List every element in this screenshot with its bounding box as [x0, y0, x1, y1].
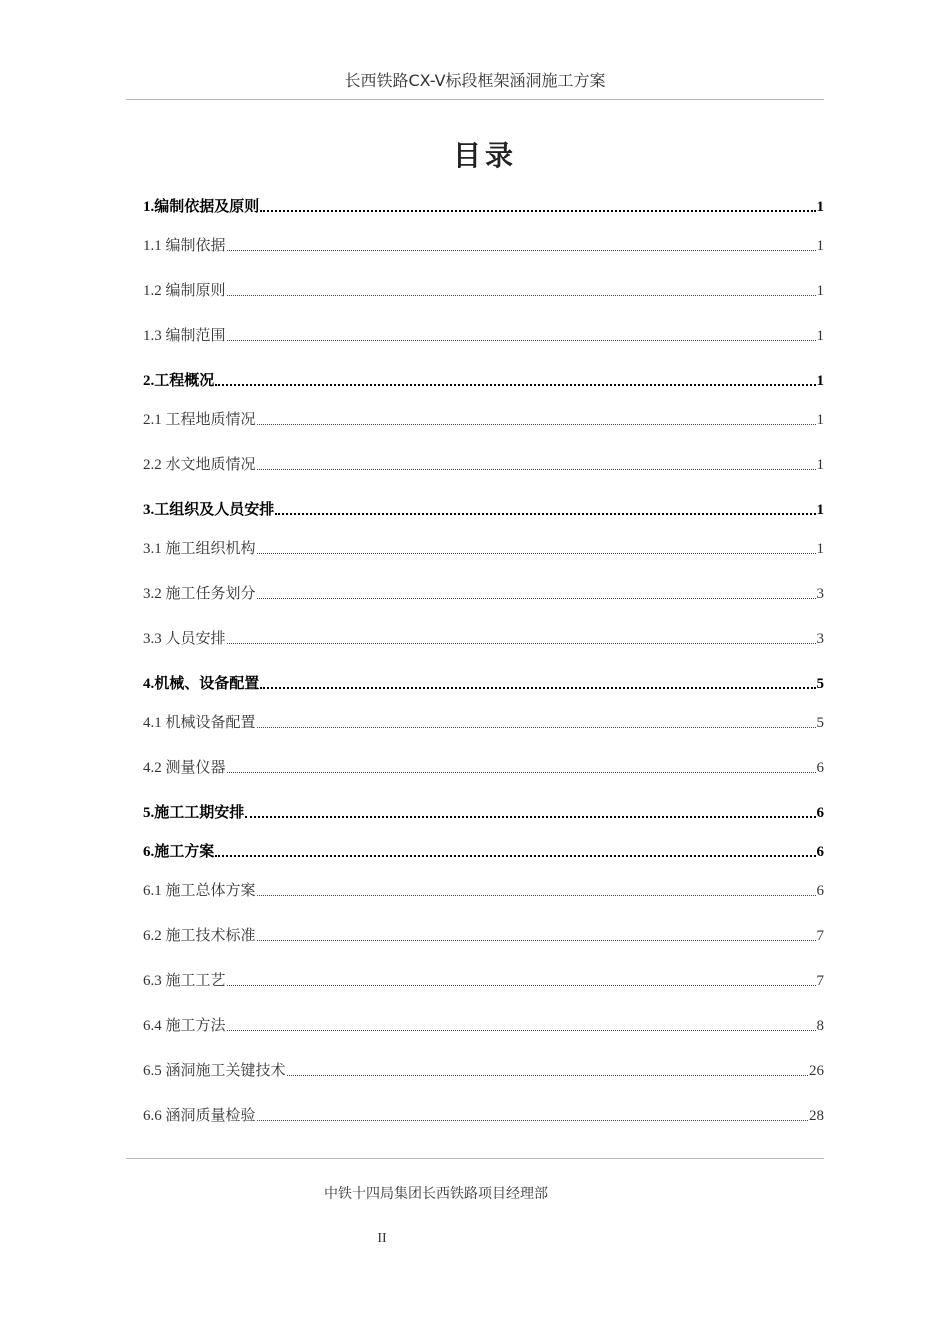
toc-entry-text: 工程地质情况 [165, 410, 256, 428]
toc-entry-number: 4.1 [143, 715, 166, 731]
toc-entry-number: 6. [143, 844, 155, 860]
toc-entry-text: 涵洞施工关键技术 [165, 1061, 286, 1079]
toc-entry-label [143, 235, 226, 256]
toc-leader-dots [227, 642, 816, 644]
toc-entry-label [143, 628, 226, 649]
toc-entry-text: 施工任务划分 [165, 584, 256, 602]
toc-section-link[interactable] [143, 840, 824, 862]
toc-entry-page: 28 [809, 1108, 824, 1124]
toc-entry-text: 施工组织机构 [165, 539, 256, 557]
toc-entry-number: 6.2 [143, 928, 166, 944]
toc-section-link[interactable] [143, 369, 824, 391]
toc-leader-dots [257, 726, 816, 728]
toc-entry-text: 施工技术标准 [165, 926, 256, 944]
toc-leader-dots [260, 686, 815, 689]
toc-leader-dots [227, 771, 816, 773]
toc-subsection-link[interactable] [143, 879, 824, 901]
toc-entry-number: 2. [143, 373, 155, 389]
toc-leader-dots [257, 552, 816, 554]
toc-entry-page: 6 [816, 883, 824, 899]
toc-entry-number: 6.3 [143, 973, 166, 989]
toc-subsection-link[interactable] [143, 324, 824, 346]
toc-entry-label [143, 757, 226, 778]
toc-entry-text: 机械、设备配置 [154, 674, 260, 692]
toc-entry-number: 4.2 [143, 760, 166, 776]
toc-entry-page: 6 [816, 844, 824, 860]
toc-entry-label [143, 1015, 226, 1036]
toc-subsection-link[interactable] [143, 408, 824, 430]
toc-entry-label [143, 841, 214, 862]
toc-leader-dots [227, 249, 816, 251]
toc-leader-dots [257, 1119, 808, 1121]
toc-entry-number: 6.4 [143, 1018, 166, 1034]
toc-entry-label [143, 280, 226, 301]
toc-entry-number: 4. [143, 676, 155, 692]
toc-entry-label [143, 538, 256, 559]
toc-entry-label [143, 499, 274, 520]
toc-leader-dots [287, 1074, 808, 1076]
toc-entry-page: 6 [816, 760, 824, 776]
toc-entry-page: 1 [816, 541, 824, 557]
toc-leader-dots [260, 209, 815, 212]
toc-entry-page: 1 [816, 373, 824, 389]
toc-entry-text: 施工方法 [165, 1016, 226, 1034]
page-footer: 中铁十四局集团长西铁路项目经理部 [324, 1186, 548, 1202]
toc-subsection-link[interactable] [143, 279, 824, 301]
toc-leader-dots [227, 339, 816, 341]
toc-entry-text: 工程概况 [154, 371, 215, 389]
toc-entry-page: 1 [816, 328, 824, 344]
toc-entry-label [143, 1105, 256, 1126]
toc-entry-text: 施工总体方案 [165, 881, 256, 899]
toc-entry-text: 机械设备配置 [165, 713, 256, 731]
toc-entry-label [143, 370, 214, 391]
toc-entry-text: 涵洞质量检验 [165, 1106, 256, 1124]
toc-subsection-link[interactable] [143, 582, 824, 604]
toc-subsection-link[interactable] [143, 711, 824, 733]
toc-entry-text: 施工工艺 [165, 971, 226, 989]
toc-entry-label [143, 802, 244, 823]
toc-entry-page: 3 [816, 631, 824, 647]
toc-subsection-link[interactable] [143, 453, 824, 475]
toc-entry-text: 编制原则 [165, 281, 226, 299]
toc-leader-dots [215, 383, 815, 386]
toc-subsection-link[interactable] [143, 1059, 824, 1081]
toc-title: 目录 [452, 139, 517, 172]
toc-subsection-link[interactable] [143, 969, 824, 991]
toc-entry-number: 3.1 [143, 541, 166, 557]
toc-entry-page: 1 [816, 502, 824, 518]
toc-entry-label [143, 583, 256, 604]
toc-entry-label [143, 925, 256, 946]
toc-entry-text: 人员安排 [165, 629, 226, 647]
toc-entry-label [143, 196, 259, 217]
toc-entry-label [143, 1060, 286, 1081]
toc-subsection-link[interactable] [143, 627, 824, 649]
toc-entry-page: 7 [816, 928, 824, 944]
toc-entry-text: 水文地质情况 [165, 455, 256, 473]
toc-entry-label [143, 712, 256, 733]
toc-entry-page: 1 [816, 199, 824, 215]
toc-entry-label [143, 673, 259, 694]
toc-entry-text: 编制范围 [165, 326, 226, 344]
toc-entry-number: 2.1 [143, 412, 166, 428]
toc-section-link[interactable] [143, 195, 824, 217]
toc-entry-label [143, 454, 256, 475]
toc-entry-label [143, 880, 256, 901]
toc-entry-text: 施工方案 [154, 842, 215, 860]
page-number: II [377, 1231, 387, 1246]
toc-entry-text: 测量仪器 [165, 758, 226, 776]
toc-entry-page: 5 [816, 676, 824, 692]
toc-subsection-link[interactable] [143, 234, 824, 256]
toc-entry-page: 6 [816, 805, 824, 821]
toc-entry-page: 7 [816, 973, 824, 989]
toc-entry-text: 工组织及人员安排 [154, 500, 275, 518]
toc-entry-page: 1 [816, 412, 824, 428]
toc-leader-dots [257, 597, 816, 599]
toc-entry-number: 6.1 [143, 883, 166, 899]
toc-entry-number: 1. [143, 199, 155, 215]
toc-section-link[interactable] [143, 672, 824, 694]
toc-subsection-link[interactable] [143, 1104, 824, 1126]
toc-entry-page: 8 [816, 1018, 824, 1034]
toc-entry-number: 6.6 [143, 1108, 166, 1124]
toc-entry-number: 5. [143, 805, 155, 821]
toc-entry-number: 3.2 [143, 586, 166, 602]
toc-leader-dots [257, 894, 816, 896]
toc-section-link[interactable] [143, 498, 824, 520]
toc-subsection-link[interactable] [143, 756, 824, 778]
toc-leader-dots [227, 294, 816, 296]
toc-entry-label [143, 325, 226, 346]
toc-entry-number: 3.3 [143, 631, 166, 647]
footer-rule [126, 1158, 824, 1159]
toc-entry-number: 1.3 [143, 328, 166, 344]
toc-entry-label [143, 970, 226, 991]
toc-entry-page: 26 [809, 1063, 824, 1079]
toc-subsection-link[interactable] [143, 537, 824, 559]
toc-entry-number: 3. [143, 502, 155, 518]
toc-entry-number: 2.2 [143, 457, 166, 473]
header-rule [126, 99, 824, 100]
toc-subsection-link[interactable] [143, 1014, 824, 1036]
toc-leader-dots [275, 512, 815, 515]
page-header: 长西铁路CX-V标段框架涵洞施工方案 [344, 71, 606, 90]
toc-entry-number: 1.2 [143, 283, 166, 299]
toc-entry-page: 1 [816, 457, 824, 473]
toc-leader-dots [227, 984, 816, 986]
toc-entry-page: 1 [816, 238, 824, 254]
toc-entry-page: 5 [816, 715, 824, 731]
toc-leader-dots [257, 939, 816, 941]
toc-subsection-link[interactable] [143, 924, 824, 946]
toc-entry-number: 6.5 [143, 1063, 166, 1079]
toc-section-link[interactable] [143, 801, 824, 823]
toc-leader-dots [227, 1029, 816, 1031]
toc-leader-dots [245, 815, 815, 818]
toc-entry-text: 施工工期安排 [154, 803, 245, 821]
toc-entry-page: 1 [816, 283, 824, 299]
toc-entry-text: 编制依据 [165, 236, 226, 254]
toc-entry-page: 3 [816, 586, 824, 602]
toc-entry-text: 编制依据及原则 [154, 197, 260, 215]
toc-leader-dots [257, 468, 816, 470]
toc-entry-number: 1.1 [143, 238, 166, 254]
toc-leader-dots [257, 423, 816, 425]
toc-entry-label [143, 409, 256, 430]
toc-leader-dots [215, 854, 815, 857]
